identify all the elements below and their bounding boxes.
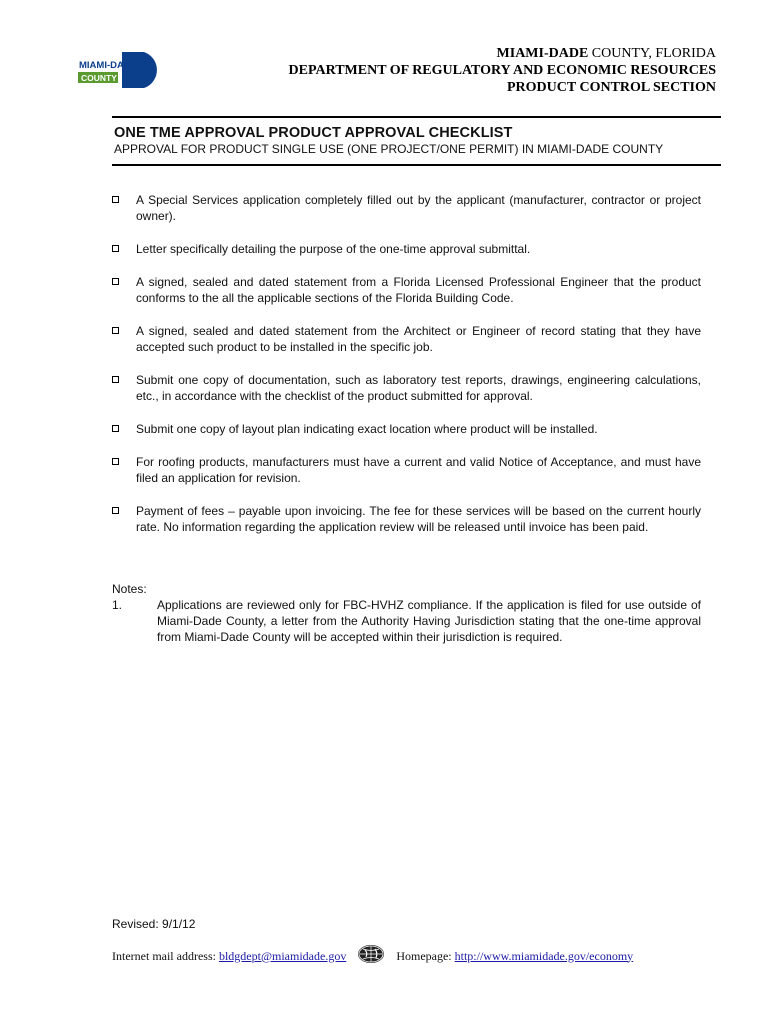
checkbox-icon (112, 425, 119, 432)
notes-section (112, 581, 701, 645)
checklist-item: A signed, sealed and dated statement from the Architect or Engineer of record stating that they have accepted such product to be installed in the specific job. (112, 323, 701, 355)
checklist (112, 192, 701, 535)
title-block (114, 125, 714, 157)
agency-header (289, 45, 717, 96)
note-text: Applications are reviewed only for FBC-HVHZ compliance. If the application is filed for use outside of Miami-Dade County, a letter from the Authority Having Jurisdiction stating that the one-time approval from Miami-Dade County will be accepted within their jurisdiction is required. (157, 598, 701, 644)
notes-heading: Notes: (112, 582, 147, 596)
mail-link[interactable]: bldgdept@miamidade.gov (218, 948, 347, 963)
top-divider (112, 116, 721, 118)
checkbox-icon (112, 327, 119, 334)
checklist-item: A Special Services application completely filled out by the applicant (manufacturer, contractor or project owner). (112, 192, 701, 224)
miami-dade-logo (78, 50, 170, 90)
checkbox-icon (112, 507, 119, 514)
page-subtitle: APPROVAL FOR PRODUCT SINGLE USE (ONE PROJECT/ONE PERMIT) IN MIAMI-DADE COUNTY (114, 142, 664, 156)
page-title: ONE TME APPROVAL PRODUCT APPROVAL CHECKLIST (114, 125, 513, 141)
agency-line1: MIAMI-DADE COUNTY, FLORIDA (496, 46, 716, 61)
checkbox-icon (112, 245, 119, 252)
revised-date: Revised: 9/1/12 (112, 917, 196, 931)
checklist-item: Submit one copy of layout plan indicating exact location where product will be installed. (112, 421, 701, 437)
checkbox-icon (112, 458, 119, 465)
bottom-divider (112, 164, 721, 166)
checkbox-icon (112, 196, 119, 203)
checkbox-icon (112, 376, 119, 383)
globe-icon (356, 944, 386, 968)
mail-label: Internet mail address: (112, 948, 216, 963)
checklist-item: Letter specifically detailing the purpose of the one-time approval submittal. (112, 241, 701, 257)
checklist-item: A signed, sealed and dated statement from a Florida Licensed Professional Engineer that the product conforms to the all the applicable sections of the Florida Building Code. (112, 274, 701, 306)
agency-line3: PRODUCT CONTROL SECTION (506, 80, 716, 95)
checklist-item: For roofing products, manufacturers must have a current and valid Notice of Acceptance, and must have filed an application for revision. (112, 454, 701, 486)
logo-line1: MIAMI-DADE (79, 60, 138, 71)
note-number: 1. (112, 598, 123, 612)
checklist-item: Submit one copy of documentation, such as laboratory test reports, drawings, engineering calculations, etc., in accordance with the checklist of the product submitted for approval. (112, 372, 701, 404)
homepage-link[interactable]: http://www.miamidade.gov/economy (454, 948, 634, 963)
agency-line2: DEPARTMENT OF REGULATORY AND ECONOMIC RESOURCES (288, 63, 716, 78)
checklist-item: Payment of fees – payable upon invoicing. The fee for these services will be based on the current hourly rate. No information regarding the application review will be released until invoice has been paid. (112, 503, 701, 535)
footer (112, 946, 712, 966)
home-label: Homepage: (396, 948, 452, 963)
checkbox-icon (112, 278, 119, 285)
note-item (112, 597, 701, 645)
logo-line2: COUNTY (81, 73, 117, 83)
